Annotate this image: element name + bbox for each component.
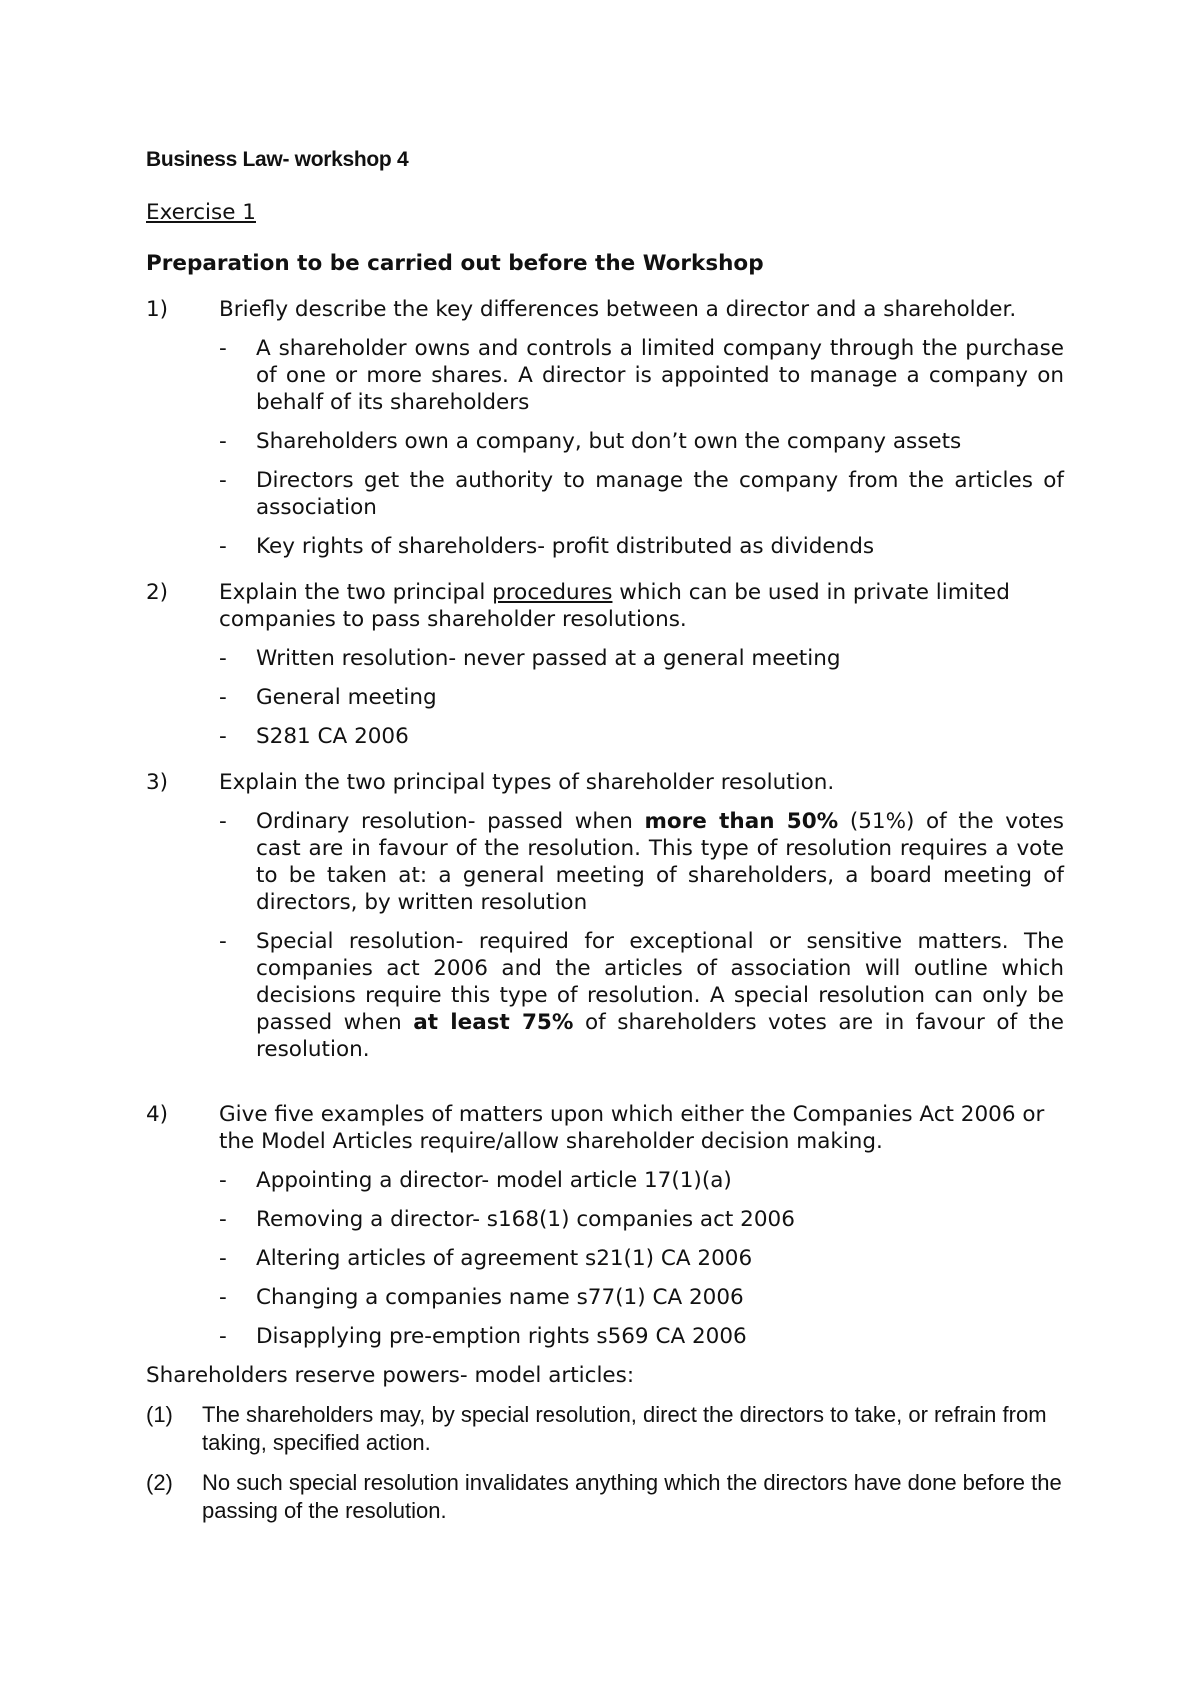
dash-bullet-icon: -: [219, 1324, 227, 1349]
reserve-power-text: The shareholders may, by special resolution, direct the directors to take, or refrain from taking, specified action.: [202, 1402, 1047, 1455]
question-2: [146, 579, 1064, 750]
dash-bullet-icon: -: [219, 429, 227, 454]
reserve-power-number: (1): [146, 1402, 173, 1427]
underlined-term: procedures: [492, 580, 613, 605]
dash-bullet-icon: -: [219, 1207, 227, 1232]
answer-bullet: - Key rights of shareholders- profit distributed as dividends: [219, 534, 875, 559]
question-number: 1): [146, 297, 169, 322]
bold-threshold: at least 75%: [413, 1010, 574, 1035]
answer-bullet: - Written resolution- never passed at a general meeting: [219, 646, 841, 671]
answer-list: [219, 808, 1064, 1063]
answer-bullet-ordinary-resolution: - Ordinary resolution- passed when more than 50% (51%) of the votes cast are in favour of the resolution. This type of resolution requires a vote to be taken at: a general meeting of shareholders, a board meeting of directors, by written resolution: [219, 809, 1064, 915]
reserve-powers-list: [146, 1401, 1064, 1525]
answer-list: [219, 1167, 1064, 1350]
question-text: Explain the two principal types of shareholder resolution.: [219, 770, 835, 795]
question-4: [146, 1101, 1064, 1350]
question-text: Briefly describe the key differences between a director and a shareholder.: [219, 297, 1017, 322]
dash-bullet-icon: -: [219, 1246, 227, 1271]
bold-threshold: more than 50%: [644, 809, 839, 834]
question-number: 4): [146, 1102, 169, 1127]
document-title: Business Law- workshop 4: [146, 148, 409, 171]
dash-bullet-icon: -: [219, 929, 227, 954]
exercise-heading: Exercise 1: [146, 200, 256, 225]
document-body: [146, 146, 1064, 1525]
question-3: [146, 769, 1064, 1063]
preparation-heading: Preparation to be carried out before the Workshop: [146, 251, 764, 276]
dash-bullet-icon: -: [219, 724, 227, 749]
answer-list: [219, 335, 1064, 560]
answer-bullet: - Disapplying pre-emption rights s569 CA 2006: [219, 1324, 747, 1349]
dash-bullet-icon: -: [219, 534, 227, 559]
reserve-power-item: [146, 1469, 1064, 1525]
dash-bullet-icon: -: [219, 336, 227, 361]
answer-bullet: - S281 CA 2006: [219, 724, 409, 749]
reserve-power-text: No such special resolution invalidates anything which the directors have done before the passing of the resolution.: [202, 1470, 1062, 1523]
question-text: Explain the two principal procedures which can be used in private limited companies to pass shareholder resolutions.: [219, 580, 1010, 632]
question-1: [146, 296, 1064, 560]
dash-bullet-icon: -: [219, 468, 227, 493]
answer-bullet: - A shareholder owns and controls a limited company through the purchase of one or more shares. A director is appointed to manage a company on behalf of its shareholders: [219, 336, 1064, 415]
question-number: 3): [146, 770, 169, 795]
dash-bullet-icon: -: [219, 685, 227, 710]
answer-bullet: - Altering articles of agreement s21(1) CA 2006: [219, 1246, 753, 1271]
answer-bullet: - Changing a companies name s77(1) CA 2006: [219, 1285, 744, 1310]
question-number: 2): [146, 580, 169, 605]
answer-bullet: - Appointing a director- model article 17(1)(a): [219, 1168, 732, 1193]
answer-bullet: - Directors get the authority to manage the company from the articles of association: [219, 468, 1064, 520]
dash-bullet-icon: -: [219, 1168, 227, 1193]
reserve-powers-heading: Shareholders reserve powers- model articles:: [146, 1363, 635, 1388]
answer-bullet: - General meeting: [219, 685, 437, 710]
answer-bullet: - Shareholders own a company, but don’t own the company assets: [219, 429, 962, 454]
reserve-power-number: (2): [146, 1470, 173, 1495]
reserve-power-item: [146, 1401, 1064, 1457]
dash-bullet-icon: -: [219, 1285, 227, 1310]
dash-bullet-icon: -: [219, 809, 227, 834]
question-text: Give five examples of matters upon which either the Companies Act 2006 or the Model Articles require/allow shareholder decision making.: [219, 1102, 1045, 1154]
answer-list: [219, 645, 1064, 750]
answer-bullet-special-resolution: - Special resolution- required for exceptional or sensitive matters. The companies act 2006 and the articles of association will outline which decisions require this type of resolution. A special resolution can only be passed when at least 75% of shareholders votes are in favour of the resolution.: [219, 929, 1064, 1062]
spacer: [146, 1063, 1064, 1101]
answer-bullet: - Removing a director- s168(1) companies act 2006: [219, 1207, 795, 1232]
dash-bullet-icon: -: [219, 646, 227, 671]
